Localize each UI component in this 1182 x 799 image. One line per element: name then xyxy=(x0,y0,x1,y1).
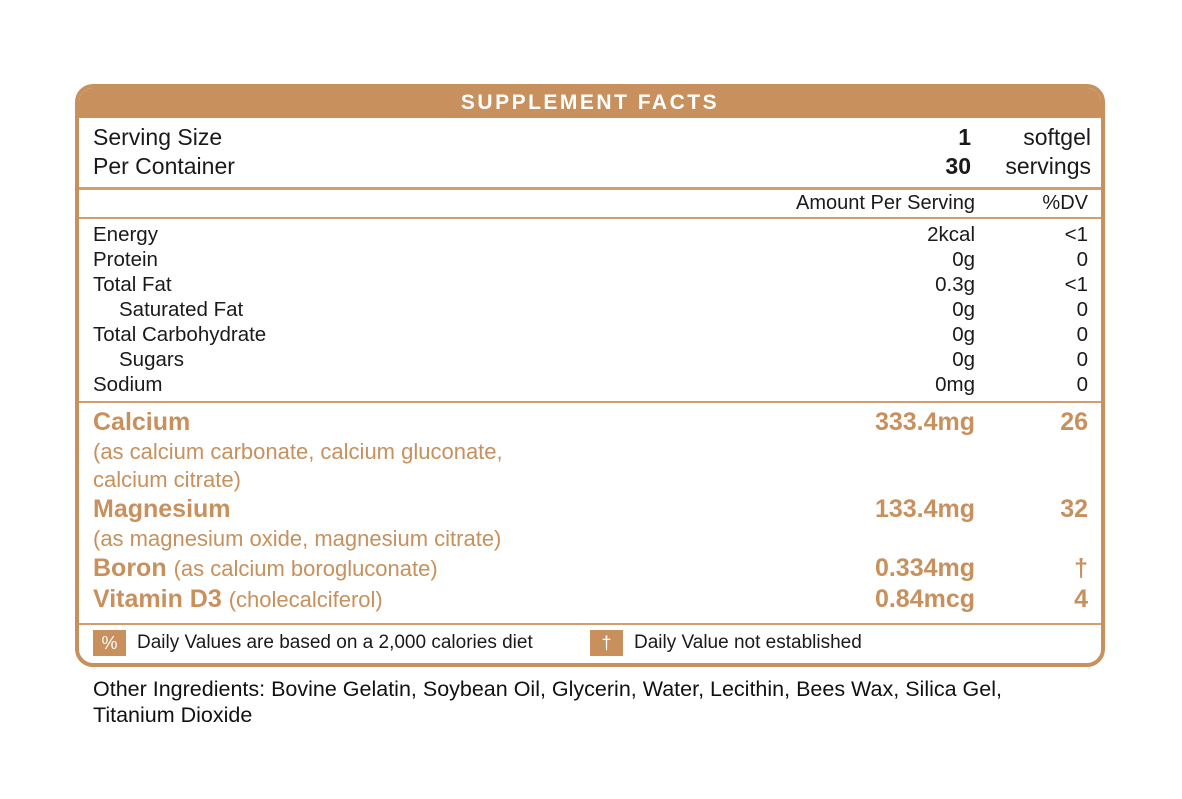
mineral-name: Boron xyxy=(93,554,167,582)
boron-source-inline: (as calcium borogluconate) xyxy=(173,556,438,581)
table-row-sodium xyxy=(93,372,1101,397)
nutrient-dv: 0 xyxy=(1076,373,1088,396)
calcium-source-line-1: (as calcium carbonate, calcium gluconate, xyxy=(93,439,503,464)
nutrient-table xyxy=(79,219,1101,401)
mineral-name: Magnesium xyxy=(93,495,231,523)
daily-value-footnote xyxy=(93,630,590,656)
mineral-name-group xyxy=(93,553,875,584)
per-container-label: Per Container xyxy=(93,153,235,179)
nutrient-name: Total Fat xyxy=(93,273,172,296)
nutrient-dv: 0 xyxy=(1076,323,1088,346)
mineral-name: Vitamin D3 xyxy=(93,585,222,613)
percent-badge-icon: % xyxy=(93,630,126,656)
table-row-total-carbohydrate xyxy=(93,322,1101,347)
table-row-calcium xyxy=(93,407,1101,438)
mineral-name: Calcium xyxy=(93,408,191,436)
per-container-row xyxy=(93,152,1101,181)
nutrient-amount: 0g xyxy=(952,348,975,371)
per-container-unit: servings xyxy=(1005,153,1091,179)
nutrient-amount: 0g xyxy=(952,298,975,321)
dagger-footnote-text: Daily Value not established xyxy=(634,632,862,653)
nutrient-dv: <1 xyxy=(1064,223,1088,246)
other-ingredients-text: Other Ingredients: Bovine Gelatin, Soybean Oil, Glycerin, Water, Lecithin, Bees Wax, Silica Gel, Titanium Dioxide xyxy=(93,677,1002,727)
nutrient-dv: <1 xyxy=(1064,273,1088,296)
table-row-boron xyxy=(93,553,1101,584)
nutrient-dv: 0 xyxy=(1076,298,1088,321)
per-container-value: 30 xyxy=(945,153,971,179)
column-header-spacer xyxy=(93,190,796,217)
nutrient-name: Energy xyxy=(93,223,158,246)
amount-column-header: Amount Per Serving xyxy=(796,192,975,214)
mineral-dv: 4 xyxy=(1074,585,1088,613)
supplement-facts-panel xyxy=(75,84,1105,667)
serving-size-label: Serving Size xyxy=(93,124,223,150)
table-row-saturated-fat xyxy=(93,297,1101,322)
table-row-vitamin-d3 xyxy=(93,584,1101,615)
nutrient-amount: 2kcal xyxy=(927,223,975,246)
magnesium-source-line: (as magnesium oxide, magnesium citrate) xyxy=(93,526,502,551)
mineral-amount: 0.334mg xyxy=(874,554,975,582)
table-row-protein xyxy=(93,247,1101,272)
daily-value-footnote-text: Daily Values are based on a 2,000 calories diet xyxy=(137,632,533,653)
serving-size-row xyxy=(93,123,1101,152)
mineral-dv: † xyxy=(1074,554,1088,582)
mineral-dv: 26 xyxy=(1060,408,1088,436)
nutrient-dv: 0 xyxy=(1076,348,1088,371)
vitamin-d3-source-inline: (cholecalciferol) xyxy=(228,587,383,612)
nutrient-name: Saturated Fat xyxy=(119,298,244,321)
nutrient-name: Sugars xyxy=(119,348,184,371)
mineral-amount: 0.84mcg xyxy=(874,585,975,613)
table-row-total-fat xyxy=(93,272,1101,297)
footnotes-row xyxy=(79,625,1101,663)
table-row-magnesium xyxy=(93,494,1101,525)
dagger-footnote xyxy=(590,630,862,656)
mineral-dv: 32 xyxy=(1060,495,1088,523)
mineral-amount: 333.4mg xyxy=(874,408,975,436)
nutrient-name: Protein xyxy=(93,248,158,271)
panel-title: SUPPLEMENT FACTS xyxy=(79,88,1101,118)
nutrient-name: Total Carbohydrate xyxy=(93,323,267,346)
serving-size-unit: softgel xyxy=(1023,124,1091,150)
calcium-source-line-2: calcium citrate) xyxy=(93,467,241,492)
mineral-name-group xyxy=(93,584,875,615)
column-header-row xyxy=(79,190,1101,217)
nutrient-amount: 0g xyxy=(952,248,975,271)
table-row-sugars xyxy=(93,347,1101,372)
dv-column-header: %DV xyxy=(1042,192,1088,214)
dagger-badge-icon: † xyxy=(590,630,623,656)
minerals-section xyxy=(79,403,1101,623)
nutrient-amount: 0g xyxy=(952,323,975,346)
nutrient-amount: 0.3g xyxy=(935,273,975,296)
serving-size-value: 1 xyxy=(958,124,971,150)
nutrient-amount: 0mg xyxy=(935,373,975,396)
serving-info-section xyxy=(79,118,1101,187)
mineral-amount: 133.4mg xyxy=(874,495,975,523)
nutrient-dv: 0 xyxy=(1076,248,1088,271)
table-row-energy xyxy=(93,222,1101,247)
nutrient-name: Sodium xyxy=(93,373,163,396)
